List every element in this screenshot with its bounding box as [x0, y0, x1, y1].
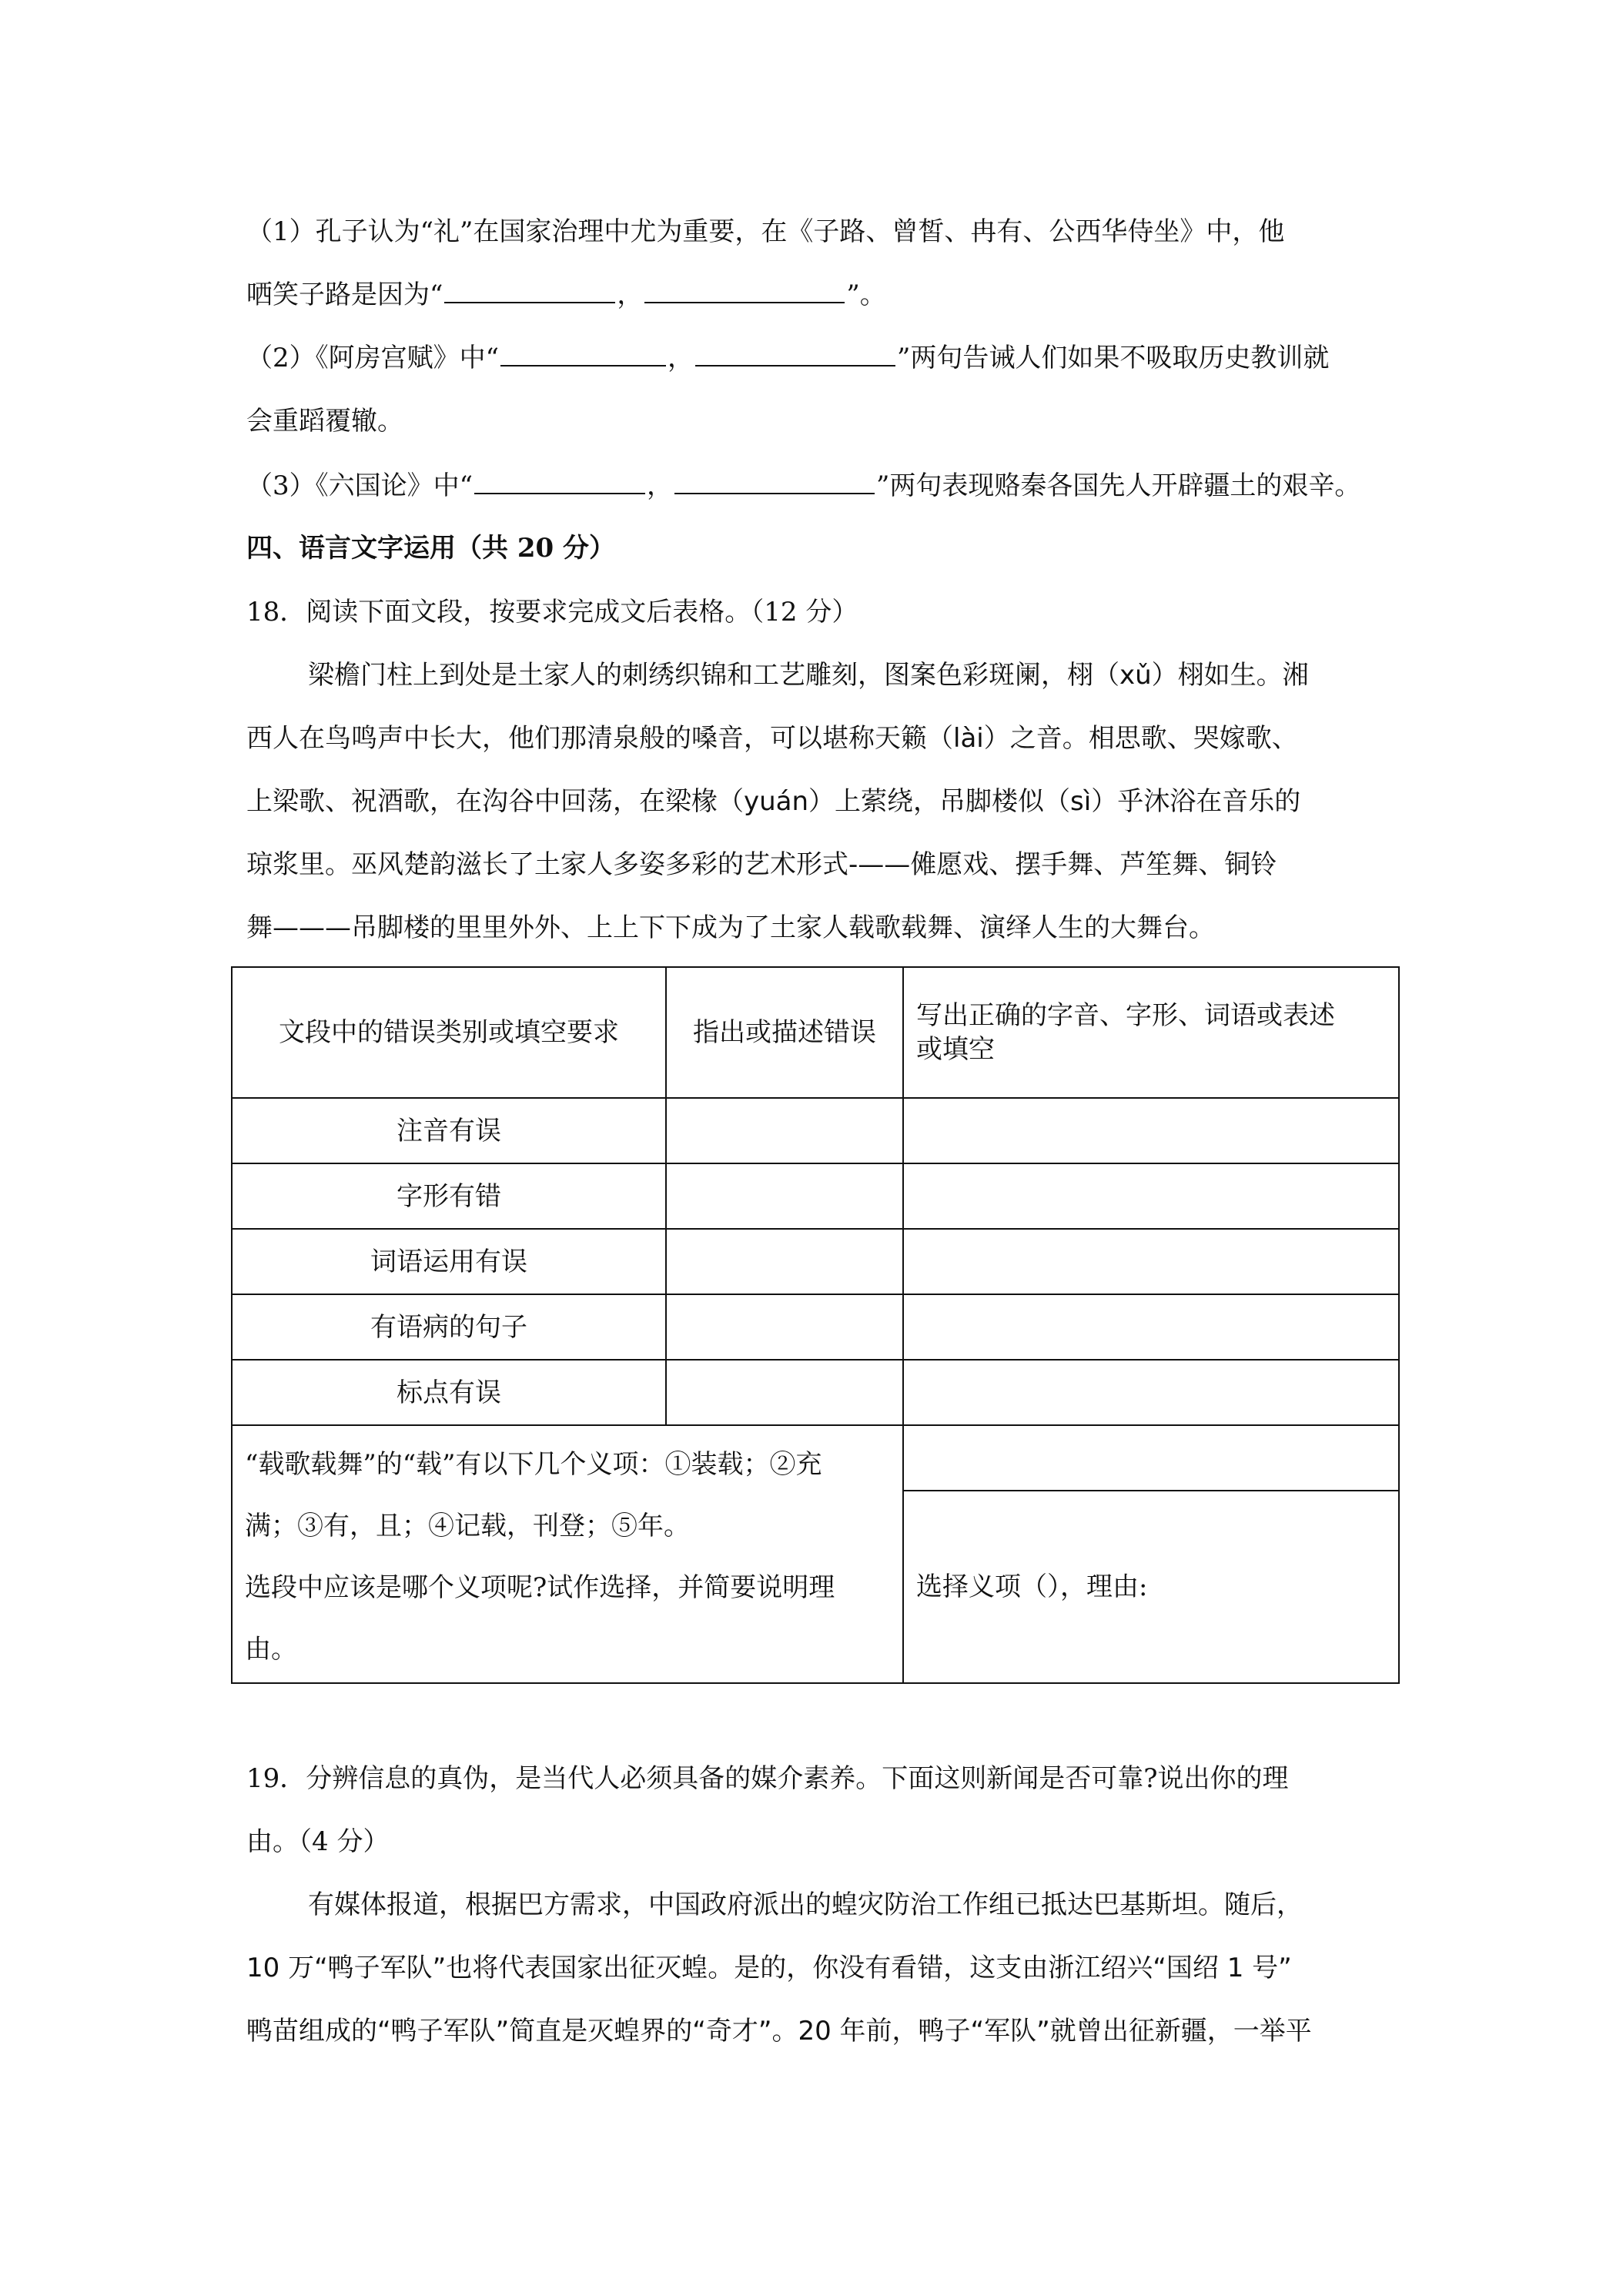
row-label: 注音有误	[232, 1098, 666, 1163]
answer-blank[interactable]	[644, 279, 845, 303]
q17-item2-line1	[246, 341, 1417, 375]
answer-blank[interactable]	[674, 470, 875, 494]
answer-cell[interactable]	[666, 1360, 903, 1425]
q18-passage-line: 舞———吊脚楼的里里外外、上上下下成为了土家人载歌载舞、演绎人生的大舞台。	[246, 912, 1215, 943]
q18-passage-line: 琼浆里。巫风楚韵滋长了土家人多姿多彩的艺术形式-——傩愿戏、摆手舞、芦笙舞、铜铃	[246, 849, 1277, 880]
meaning-question-line: 由。	[245, 1633, 297, 1665]
meaning-question-line: 选段中应该是哪个义项呢?试作选择，并简要说明理	[245, 1571, 835, 1603]
answer-cell[interactable]	[903, 1294, 1399, 1360]
q17-item2-line2: 会重蹈覆辙。	[246, 406, 403, 437]
q18-prompt: 18．阅读下面文段，按要求完成文后表格。（12 分）	[246, 597, 858, 628]
answer-blank[interactable]	[444, 279, 615, 303]
q19-passage-line: 10 万“鸭子军队”也将代表国家出征灭蝗。是的，你没有看错，这支由浙江绍兴“国绍 1 号”	[246, 1953, 1292, 1983]
q17-item2-text-mid: ，	[668, 343, 694, 373]
header-error-type: 文段中的错误类别或填空要求	[232, 967, 666, 1098]
answer-blank[interactable]	[474, 470, 645, 494]
row-label: 词语运用有误	[232, 1229, 666, 1294]
reason-answer-cell[interactable]: 选择义项（），理由:	[903, 1491, 1399, 1683]
meaning-question-cell	[232, 1425, 903, 1683]
q17-item1-text-mid: ，	[617, 279, 644, 310]
answer-cell[interactable]	[666, 1229, 903, 1294]
q19-passage-line: 有媒体报道，根据巴方需求，中国政府派出的蝗灾防治工作组已抵达巴基斯坦。随后，	[308, 1889, 1303, 1920]
q17-item3-text-mid: ，	[647, 470, 674, 501]
q17-item1-line2	[246, 278, 1417, 312]
q17-item3-text-post: ”两句表现赂秦各国先人开辟疆土的艰辛。	[876, 470, 1361, 501]
header-correction-line: 或填空	[916, 1034, 995, 1065]
answer-cell[interactable]	[903, 1425, 1399, 1491]
answer-blank[interactable]	[500, 342, 666, 366]
q17-item3-text-pre: （3）《六国论》中“	[246, 470, 474, 501]
answer-cell[interactable]	[903, 1229, 1399, 1294]
q19-prompt-line2: 由。（4 分）	[246, 1826, 390, 1857]
q17-item1-text-pre: 哂笑子路是因为“	[246, 279, 443, 310]
table-header-row	[232, 967, 1399, 1098]
answer-cell[interactable]	[903, 1098, 1399, 1163]
q19-prompt-line1: 19．分辨信息的真伪，是当代人必须具备的媒介素养。下面这则新闻是否可靠?说出你的理	[246, 1763, 1289, 1794]
row-label: 标点有误	[232, 1360, 666, 1425]
row-label: 有语病的句子	[232, 1294, 666, 1360]
q17-item2-text-pre: （2）《阿房宫赋》中“	[246, 343, 500, 373]
q17-item1-text-post: ”。	[846, 279, 886, 310]
q17-item2-text-post: ”两句告诫人们如果不吸取历史教训就	[897, 343, 1330, 373]
answer-table	[231, 966, 1400, 1684]
q18-passage-line: 梁檐门柱上到处是土家人的刺绣织锦和工艺雕刻，图案色彩斑阑，栩（xǔ）栩如生。湘	[308, 660, 1309, 691]
section-heading: 四、语言文字运用（共 20 分）	[246, 533, 615, 564]
table-row	[232, 1163, 1399, 1229]
header-correction-line: 写出正确的字音、字形、词语或表述	[916, 1000, 1335, 1031]
answer-cell[interactable]	[903, 1360, 1399, 1425]
header-correction	[903, 967, 1399, 1098]
answer-cell[interactable]	[666, 1163, 903, 1229]
table-row	[232, 1360, 1399, 1425]
answer-cell[interactable]	[903, 1163, 1399, 1229]
q17-item3	[246, 469, 1417, 503]
meaning-question-line: 满；③有，且；④记载，刊登；⑤年。	[245, 1510, 690, 1541]
table-row	[232, 1294, 1399, 1360]
answer-cell[interactable]	[666, 1098, 903, 1163]
table-row	[232, 1098, 1399, 1163]
table-row	[232, 1229, 1399, 1294]
row-label: 字形有错	[232, 1163, 666, 1229]
header-describe-error: 指出或描述错误	[666, 967, 903, 1098]
answer-blank[interactable]	[695, 342, 895, 366]
table-row-meaning	[232, 1425, 1399, 1491]
q17-item1-line1: （1）孔子认为“礼”在国家治理中尤为重要，在《子路、曾皙、冉有、公西华侍坐》中，他	[246, 216, 1285, 247]
answer-cell[interactable]	[666, 1294, 903, 1360]
q18-passage-line: 西人在鸟鸣声中长大，他们那清泉般的嗓音，可以堪称天籁（lài）之音。相思歌、哭嫁歌、	[246, 723, 1298, 754]
q19-passage-line: 鸭苗组成的“鸭子军队”简直是灭蝗界的“奇才”。20 年前，鸭子“军队”就曾出征新疆，一举平	[246, 2016, 1312, 2047]
meaning-question-line: “载歌载舞”的“载”有以下几个义项：①装载；②充	[245, 1448, 822, 1480]
q18-passage-line: 上梁歌、祝酒歌，在沟谷中回荡，在梁椽（yuán）上萦绕，吊脚楼似（sì）乎沐浴在音乐的	[246, 786, 1301, 817]
